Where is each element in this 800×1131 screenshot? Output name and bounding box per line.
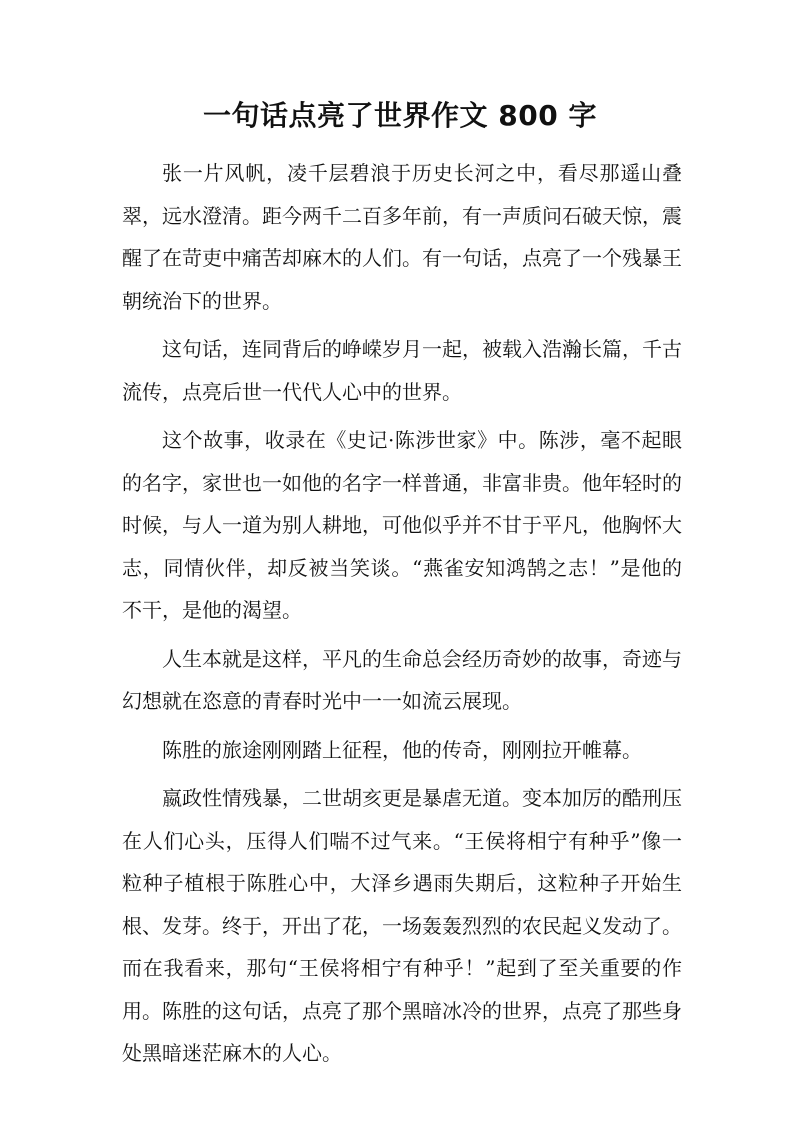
document-body	[122, 152, 682, 1081]
paragraph-1: 张一片风帆，凌千层碧浪于历史长河之中，看尽那遥山叠翠，远水澄清。距今两千二百多年前，有一声质问石破天惊，震醒了在苛吏中痛苦却麻木的人们。有一句话，点亮了一个残暴王朝统治下的世界。	[122, 161, 682, 313]
paragraph-3: 这个故事，收录在《史记·陈涉世家》中。陈涉，毫不起眼的名字，家世也一如他的名字一样普通，非富非贵。他年轻时的时候，与人一道为别人耕地，可他似乎并不甘于平凡，他胸怀大志，同情伙伴，却反被当笑谈。“燕雀安知鸿鹄之志！”是他的不干，是他的渴望。	[122, 428, 682, 622]
paragraph-2: 这句话，连同背后的峥嵘岁月一起，被载入浩瀚长篇，千古流传，点亮后世一代代人心中的世界。	[122, 337, 682, 404]
document-title: 一句话点亮了世界作文 800 字	[203, 99, 597, 132]
paragraph-4: 人生本就是这样，平凡的生命总会经历奇妙的故事，奇迹与幻想就在恣意的青春时光中一一如流云展现。	[122, 646, 682, 713]
paragraph-5: 陈胜的旅途刚刚踏上征程，他的传奇，刚刚拉开帷幕。	[162, 737, 642, 762]
paragraph-6: 嬴政性情残暴，二世胡亥更是暴虐无道。变本加厉的酷刑压在人们心头，压得人们喘不过气来。“王侯将相宁有种乎”像一粒种子植根于陈胜心中，大泽乡遇雨失期后，这粒种子开始生根、发芽。终于，开出了花，一场轰轰烈烈的农民起义发动了。而在我看来，那句“王侯将相宁有种乎！”起到了至关重要的作用。陈胜的这句话，点亮了那个黑暗冰冷的世界，点亮了那些身处黑暗迷茫麻木的人心。	[122, 786, 682, 1065]
